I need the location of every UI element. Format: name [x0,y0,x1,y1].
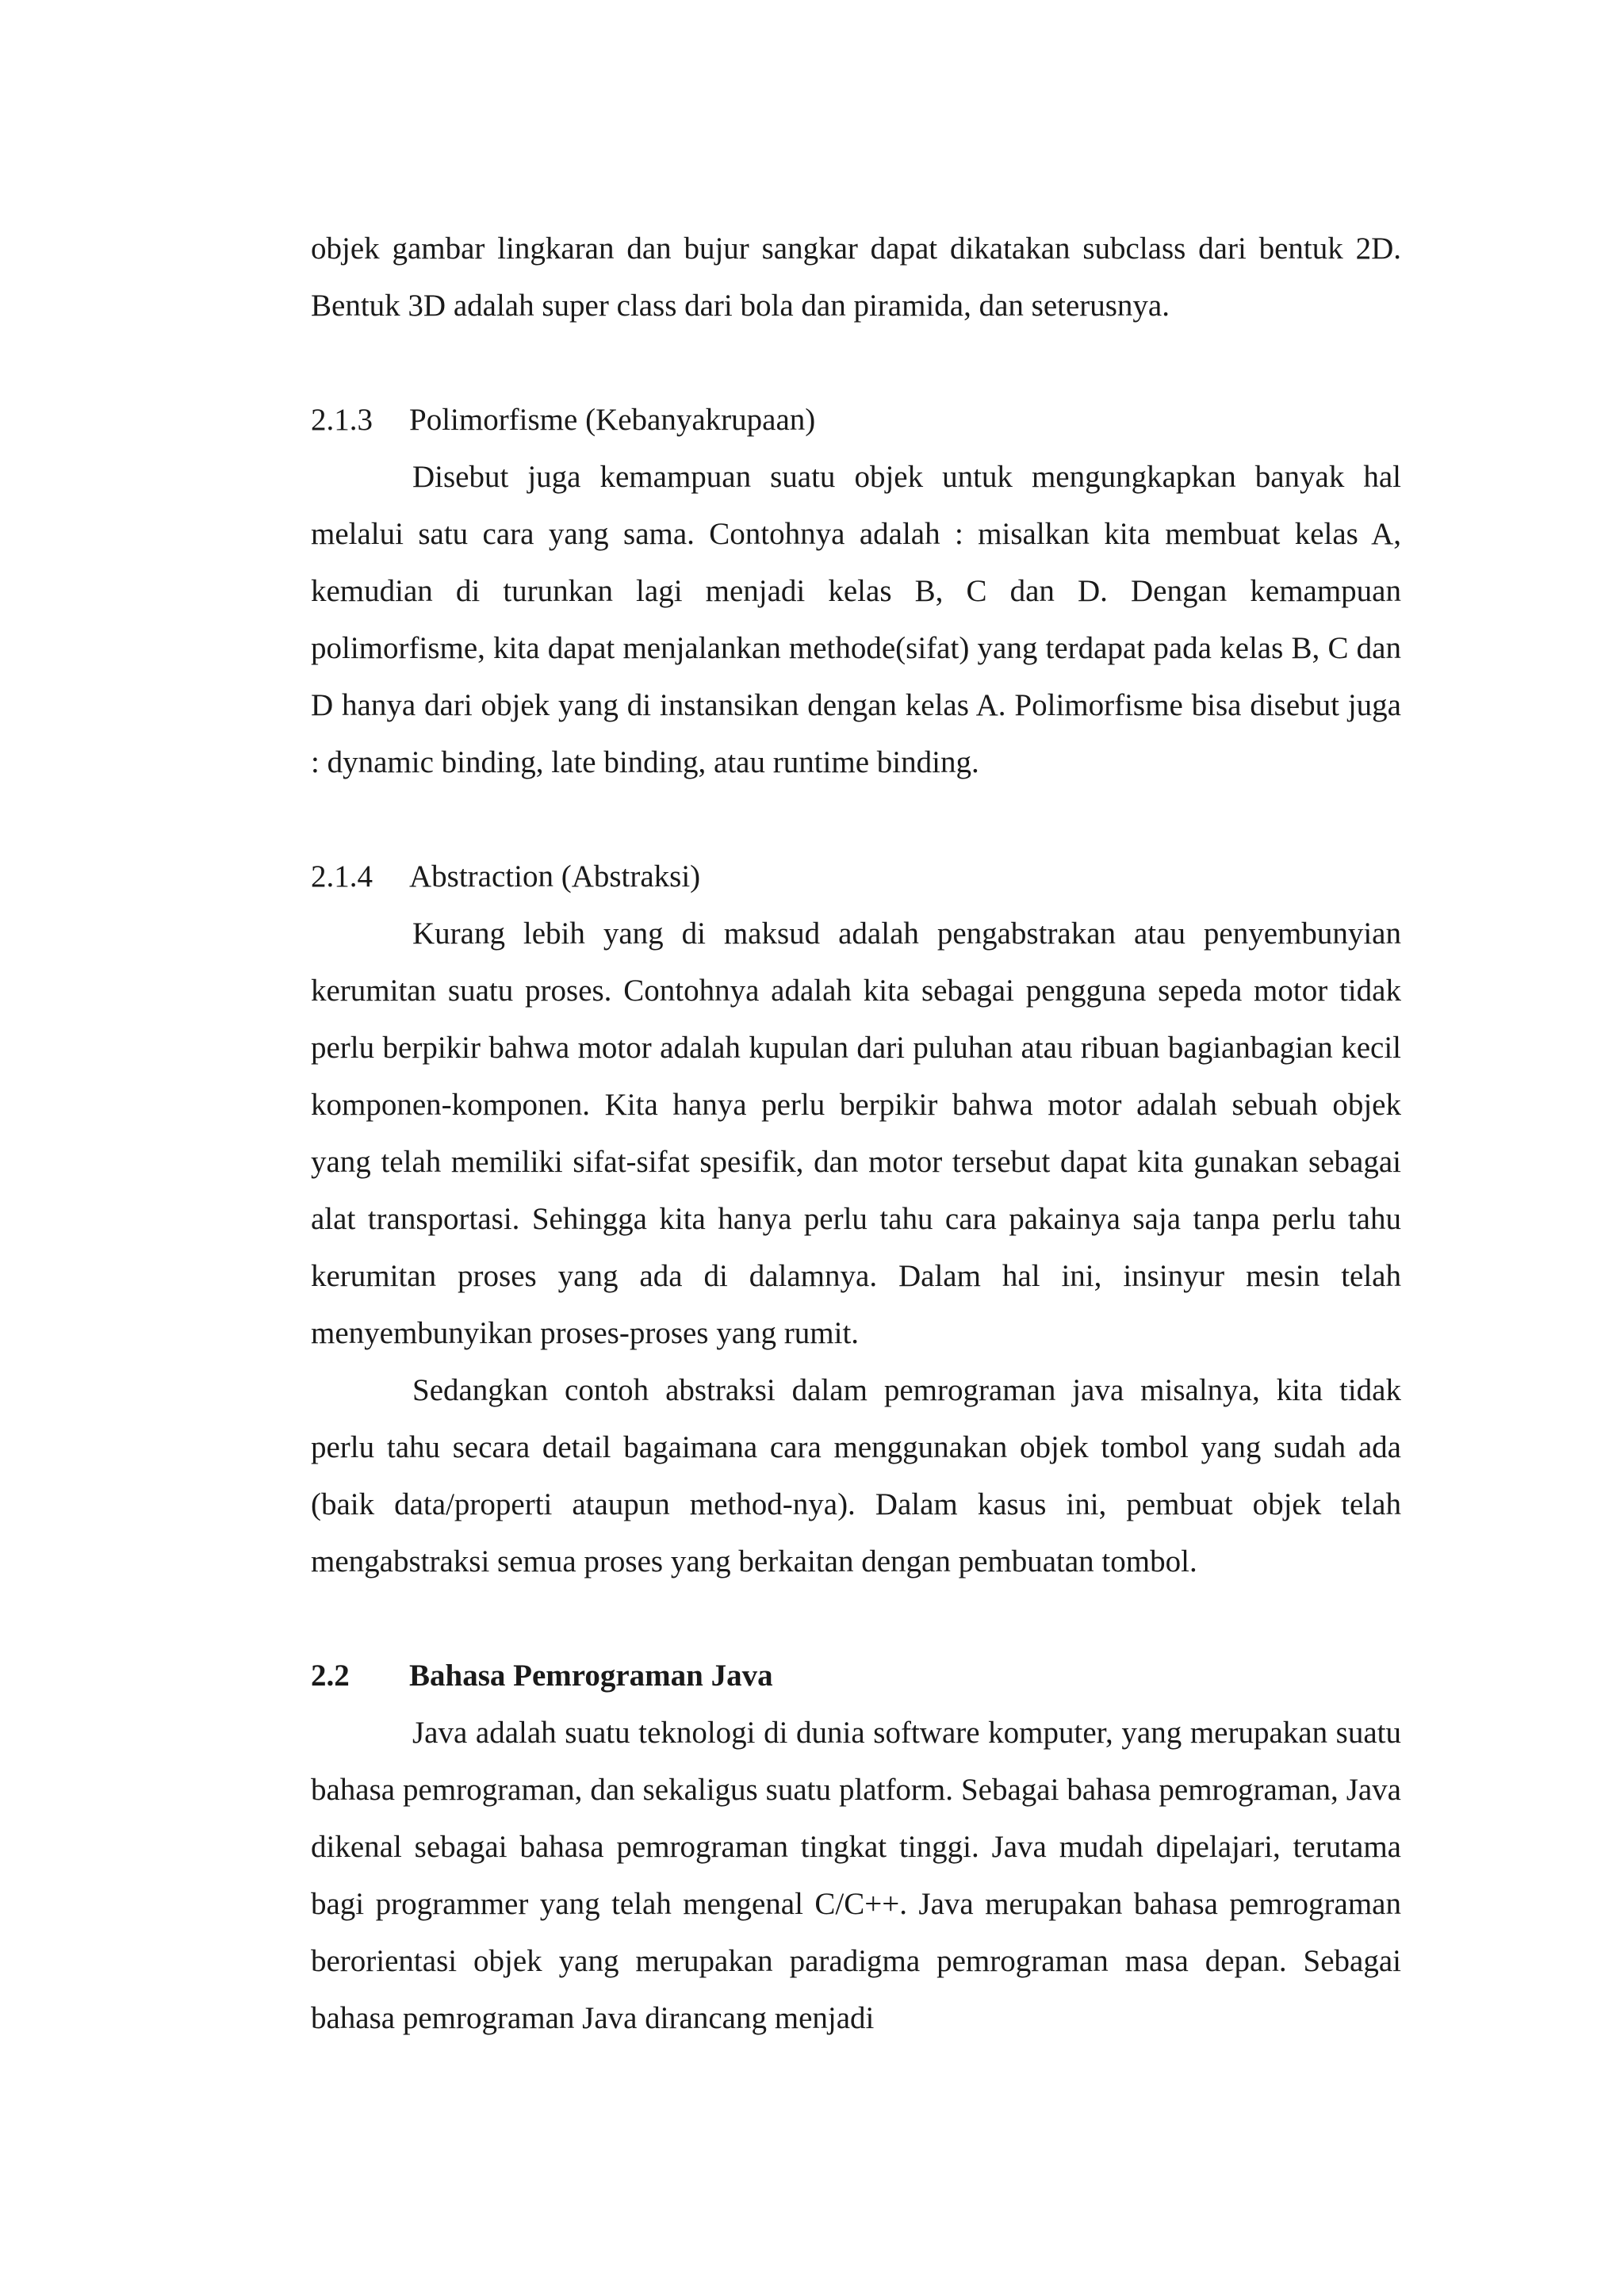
paragraph-abstraction-java: Sedangkan contoh abstraksi dalam pemrograman java misalnya, kita tidak perlu tahu secara detail bagaimana cara menggunakan objek tombol yang sudah ada (baik data/properti ataupun method-nya). Dalam kasus ini, pembuat objek telah mengabstraksi semua proses yang berkaitan dengan pembuatan tombol. [311,1373,1401,1578]
section-number: 2.2 [311,1659,350,1693]
paragraph-intro: objek gambar lingkaran dan bujur sangkar dapat dikatakan subclass dari bentuk 2D. Bentuk 3D adalah super class dari bola dan piramida, dan seterusnya. [311,232,1401,323]
spacer [311,335,1401,392]
section-number: 2.1.3 [311,403,373,437]
section-number: 2.1.4 [311,859,373,894]
spacer [311,791,1401,848]
spacer [311,1590,1401,1647]
section-title: Polimorfisme (Kebanyakrupaan) [409,403,816,437]
section-heading-2-2 [311,1647,1401,1705]
paragraph-java: Java adalah suatu teknologi di dunia software komputer, yang merupakan suatu bahasa pemrograman, dan sekaligus suatu platform. Sebagai bahasa pemrograman, Java dikenal sebagai bahasa pemrograman tingkat tinggi. Java mudah dipelajari, terutama bagi programmer yang telah mengenal C/C++. Java merupakan bahasa pemrograman berorientasi objek yang merupakan paradigma pemrograman masa depan. Sebagai bahasa pemrograman Java dirancang menjadi [311,1716,1401,2035]
section-title: Abstraction (Abstraksi) [409,859,701,894]
section-heading-2-1-4 [311,848,1401,905]
document-page [311,220,1401,2047]
paragraph-polimorfisme: Disebut juga kemampuan suatu objek untuk mengungkapkan banyak hal melalui satu cara yang sama. Contohnya adalah : misalkan kita membuat kelas A, kemudian di turunkan lagi menjadi kelas B, C dan D. Dengan kemampuan polimorfisme, kita dapat menjalankan methode(sifat) yang terdapat pada kelas B, C dan D hanya dari objek yang di instansikan dengan kelas A. Polimorfisme bisa disebut juga : dynamic binding, late binding, atau runtime binding. [311,460,1401,779]
section-title: Bahasa Pemrograman Java [409,1659,773,1693]
paragraph-abstraction: Kurang lebih yang di maksud adalah pengabstrakan atau penyembunyian kerumitan suatu proses. Contohnya adalah kita sebagai pengguna sepeda motor tidak perlu berpikir bahwa motor adalah kupulan dari puluhan atau ribuan bagianbagian kecil komponen-komponen. Kita hanya perlu berpikir bahwa motor adalah sebuah objek yang telah memiliki sifat-sifat spesifik, dan motor tersebut dapat kita gunakan sebagai alat transportasi. Sehingga kita hanya perlu tahu cara pakainya saja tanpa perlu tahu kerumitan proses yang ada di dalamnya. Dalam hal ini, insinyur mesin telah menyembunyikan proses-proses yang rumit. [311,916,1401,1350]
section-heading-2-1-3 [311,392,1401,449]
